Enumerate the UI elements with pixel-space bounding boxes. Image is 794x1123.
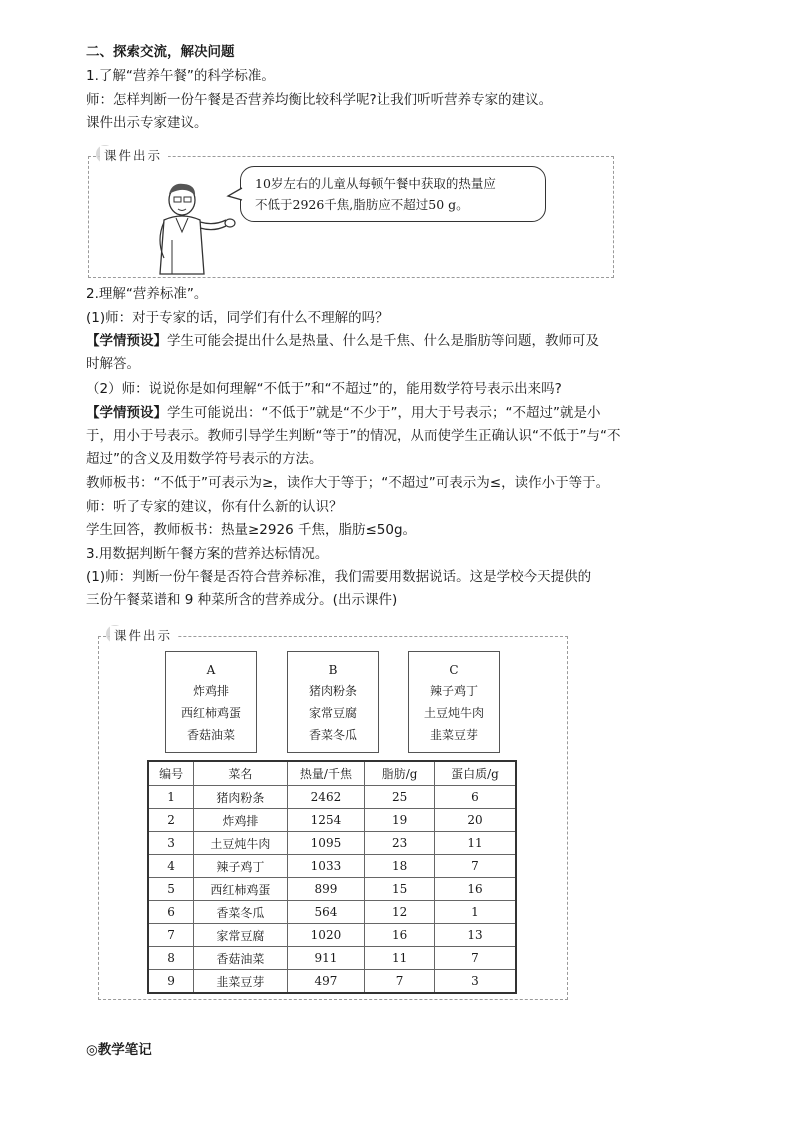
menu-name: B	[328, 663, 338, 677]
table-row	[148, 924, 516, 947]
menu-item: 猪肉粉条	[308, 684, 357, 698]
table-row	[148, 970, 516, 994]
cell-dish: 西红柿鸡蛋	[194, 878, 287, 901]
courseware-label-2: 课件出示	[110, 626, 178, 644]
table-row	[148, 855, 516, 878]
question-1: (1)师：对于专家的话，同学们有什么不理解的吗？	[86, 310, 389, 326]
cell-id: 5	[148, 878, 194, 901]
cell-fat: 15	[365, 878, 435, 901]
student-answer: 学生回答，教师板书：热量≥2926 千焦，脂肪≤50g。	[86, 522, 417, 538]
cell-protein: 11	[434, 832, 516, 855]
cell-dish: 香菜冬瓜	[194, 901, 287, 924]
board-writing-1: 教师板书：“不低于”可表示为≥，读作大于等于；“不超过”可表示为≤，读作小于等于。	[86, 475, 610, 491]
nutrition-table	[147, 760, 517, 994]
cell-protein: 1	[434, 901, 516, 924]
preview-1-line-1	[86, 331, 599, 351]
question-3: 师：听了专家的建议，你有什么新的认识？	[86, 499, 343, 515]
preview-tag-1: 【学情预设】	[86, 333, 167, 349]
table-row	[148, 947, 516, 970]
cell-protein: 16	[434, 878, 516, 901]
cell-fat: 25	[365, 786, 435, 809]
bubble-tail	[226, 186, 244, 204]
cell-fat: 23	[365, 832, 435, 855]
cell-protein: 7	[434, 855, 516, 878]
menu-card-c	[408, 651, 500, 753]
col-header-protein: 蛋白质/g	[434, 761, 516, 786]
step-1: 1.了解“营养午餐”的科学标准。	[86, 68, 275, 84]
section-title: 二、探索交流，解决问题	[86, 44, 235, 60]
menu-item: 家常豆腐	[308, 706, 357, 720]
cell-fat: 12	[365, 901, 435, 924]
cell-dish: 韭菜豆芽	[194, 970, 287, 994]
cell-dish: 家常豆腐	[194, 924, 287, 947]
cell-protein: 13	[434, 924, 516, 947]
cell-energy: 899	[287, 878, 365, 901]
menu-item: 香菇油菜	[186, 728, 235, 742]
cell-energy: 911	[287, 947, 365, 970]
cell-fat: 7	[365, 970, 435, 994]
cell-fat: 19	[365, 809, 435, 832]
teaching-notes-label: ◎教学笔记	[86, 1042, 152, 1058]
step-2: 2.理解“营养标准”。	[86, 286, 208, 302]
col-header-energy: 热量/千焦	[287, 761, 365, 786]
cell-energy: 564	[287, 901, 365, 924]
step-3: 3.用数据判断午餐方案的营养达标情况。	[86, 546, 329, 562]
menu-name: C	[449, 663, 459, 677]
cell-id: 9	[148, 970, 194, 994]
table-row	[148, 901, 516, 924]
cell-id: 7	[148, 924, 194, 947]
cell-fat: 11	[365, 947, 435, 970]
menu-name: A	[206, 663, 216, 677]
cell-energy: 497	[287, 970, 365, 994]
menu-card-b	[287, 651, 379, 753]
table-header-row	[148, 761, 516, 786]
cell-dish: 炸鸡排	[194, 809, 287, 832]
table-row	[148, 786, 516, 809]
question-4-line-2: 三份午餐菜谱和 9 种菜所含的营养成分。(出示课件)	[86, 592, 398, 608]
cell-id: 4	[148, 855, 194, 878]
cell-id: 8	[148, 947, 194, 970]
preview-2-text: 学生可能说出：“不低于”就是“不少于”，用大于号表示；“不超过”就是小	[167, 405, 601, 421]
expert-advice-line-2: 不低于2926千焦,脂肪应不超过50 g。	[255, 197, 469, 212]
cell-dish: 猪肉粉条	[194, 786, 287, 809]
preview-2-line-3: 超过”的含义及用数学符号表示的方法。	[86, 451, 323, 467]
table-row	[148, 878, 516, 901]
expert-advice-line-1: 10岁左右的儿童从每顿午餐中获取的热量应	[255, 176, 496, 191]
menu-item: 炸鸡排	[192, 684, 229, 698]
menu-item: 香菜冬瓜	[308, 728, 357, 742]
cell-id: 1	[148, 786, 194, 809]
cell-fat: 18	[365, 855, 435, 878]
preview-tag-2: 【学情预设】	[86, 405, 167, 421]
table-row	[148, 832, 516, 855]
cell-protein: 6	[434, 786, 516, 809]
courseware-note: 课件出示专家建议。	[86, 115, 208, 131]
teacher-question-1: 师：怎样判断一份午餐是否营养均衡比较科学呢?让我们听听营养专家的建议。	[86, 92, 553, 108]
cell-energy: 1254	[287, 809, 365, 832]
preview-2-line-2: 于，用小于号表示。教师引导学生判断“等于”的情况，从而使学生正确认识“不低于”与“不	[86, 428, 621, 444]
expert-speech-bubble	[240, 166, 546, 222]
question-4-line-1: (1)师：判断一份午餐是否符合营养标准，我们需要用数据说话。这是学校今天提供的	[86, 569, 592, 585]
cell-protein: 3	[434, 970, 516, 994]
cell-energy: 1020	[287, 924, 365, 947]
cell-protein: 20	[434, 809, 516, 832]
cell-energy: 1095	[287, 832, 365, 855]
courseware-label: 课件出示	[100, 146, 168, 164]
cell-energy: 2462	[287, 786, 365, 809]
col-header-fat: 脂肪/g	[365, 761, 435, 786]
cell-id: 2	[148, 809, 194, 832]
cell-energy: 1033	[287, 855, 365, 878]
preview-1-line-2: 时解答。	[86, 356, 140, 372]
menu-item: 土豆炖牛肉	[423, 706, 484, 720]
cell-dish: 辣子鸡丁	[194, 855, 287, 878]
menu-item: 辣子鸡丁	[429, 684, 478, 698]
cell-dish: 香菇油菜	[194, 947, 287, 970]
menu-card-a	[165, 651, 257, 753]
col-header-id: 编号	[148, 761, 194, 786]
menu-item: 韭菜豆芽	[429, 728, 478, 742]
question-2: （2）师：说说你是如何理解“不低于”和“不超过”的，能用数学符号表示出来吗?	[86, 381, 562, 397]
cell-id: 3	[148, 832, 194, 855]
cell-fat: 16	[365, 924, 435, 947]
menu-item: 西红柿鸡蛋	[180, 706, 241, 720]
cell-id: 6	[148, 901, 194, 924]
preview-1-text: 学生可能会提出什么是热量、什么是千焦、什么是脂肪等问题，教师可及	[167, 333, 599, 349]
preview-2-line-1	[86, 403, 600, 423]
col-header-dish: 菜名	[194, 761, 287, 786]
cell-dish: 土豆炖牛肉	[194, 832, 287, 855]
table-row	[148, 809, 516, 832]
cell-protein: 7	[434, 947, 516, 970]
